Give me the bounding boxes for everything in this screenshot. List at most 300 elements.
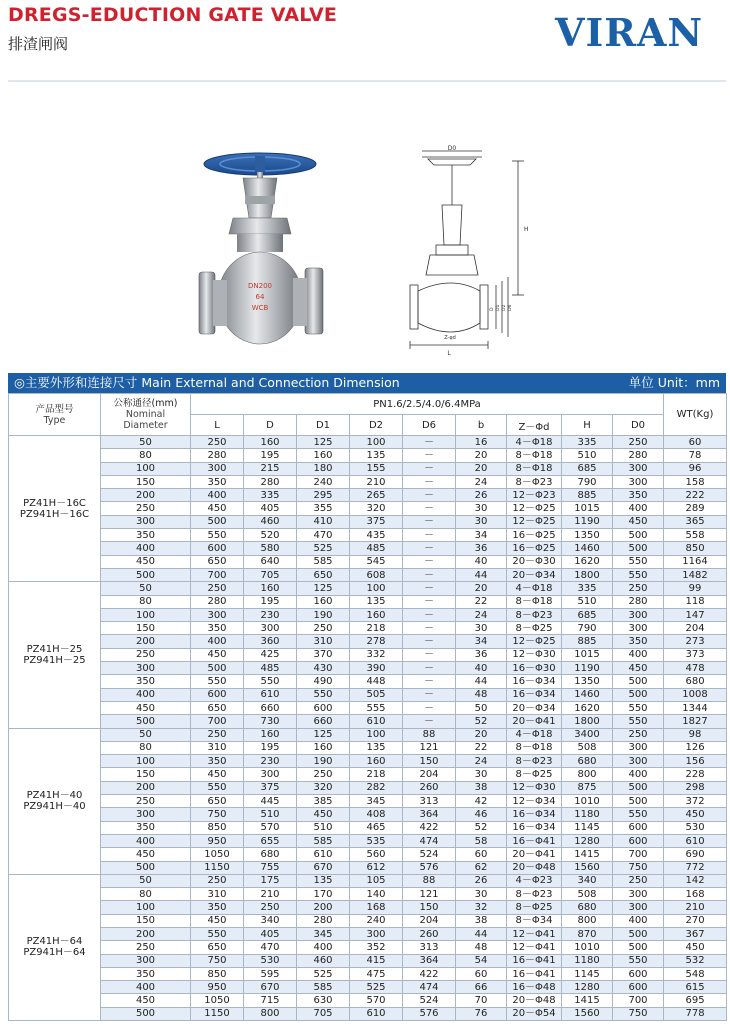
table-cell: 800 (562, 768, 613, 781)
table-cell: 550 (613, 715, 664, 728)
column-header: H (562, 415, 613, 436)
table-row (9, 981, 727, 994)
table-cell: 367 (664, 927, 727, 940)
table-cell: 415 (350, 954, 403, 967)
table-cell: 345 (350, 795, 403, 808)
table-cell: 3400 (562, 728, 613, 741)
table-cell: 570 (244, 821, 297, 834)
table-cell: 585 (297, 834, 350, 847)
table-cell: 100 (350, 582, 403, 595)
table-row (9, 927, 727, 940)
table-cell: 310 (297, 635, 350, 648)
nominal-diameter-cell: 100 (101, 608, 191, 621)
page-title: DREGS-EDUCTION GATE VALVE (8, 4, 338, 26)
nominal-diameter-cell: 500 (101, 715, 191, 728)
table-cell: 778 (664, 1007, 727, 1020)
table-cell: 280 (297, 914, 350, 927)
table-cell: 46 (456, 808, 507, 821)
table-cell: 150 (403, 901, 456, 914)
table-cell: 170 (297, 888, 350, 901)
table-cell: 570 (350, 994, 403, 1007)
table-cell: 20－Φ34 (507, 701, 562, 714)
table-cell: 147 (664, 608, 727, 621)
table-cell: 1050 (191, 848, 244, 861)
table-cell: 548 (664, 967, 727, 980)
drawing-label-d0: D0 (447, 145, 457, 152)
column-header: D1 (297, 415, 350, 436)
table-cell: 576 (403, 1007, 456, 1020)
table-cell: 660 (297, 715, 350, 728)
table-cell: 730 (244, 715, 297, 728)
table-cell: 34 (456, 529, 507, 542)
nominal-diameter-cell: 250 (101, 795, 191, 808)
table-row (9, 821, 727, 834)
type-model-2: PZ941H－16C (19, 508, 90, 520)
table-row (9, 595, 727, 608)
table-cell: 610 (350, 715, 403, 728)
table-title: ◎主要外形和连接尺寸 Main External and Connection Dimension (14, 375, 400, 390)
table-cell: 298 (664, 781, 727, 794)
table-cell: 125 (297, 436, 350, 449)
type-model-1: PZ41H－64 (26, 936, 83, 948)
table-cell: 300 (244, 622, 297, 635)
table-cell: 790 (562, 475, 613, 488)
table-cell: 474 (403, 981, 456, 994)
table-cell: 550 (191, 529, 244, 542)
table-cell: － (403, 515, 456, 528)
table-cell: 470 (244, 941, 297, 954)
table-cell: 400 (613, 768, 664, 781)
table-cell: 640 (244, 555, 297, 568)
table-cell: 96 (664, 462, 727, 475)
table-row (9, 967, 727, 980)
table-cell: 300 (613, 888, 664, 901)
table-cell: 790 (562, 622, 613, 635)
table-cell: 48 (456, 688, 507, 701)
table-cell: 1415 (562, 994, 613, 1007)
table-cell: 550 (613, 568, 664, 581)
table-unit: 单位 Unit：mm (628, 375, 720, 390)
brand-logo: VIRAN (555, 10, 704, 55)
table-cell: 400 (191, 635, 244, 648)
type-cell (9, 728, 101, 874)
nominal-diameter-cell: 250 (101, 502, 191, 515)
table-cell: 355 (297, 502, 350, 515)
table-cell: 365 (664, 515, 727, 528)
table-cell: － (403, 568, 456, 581)
table-cell: 580 (244, 542, 297, 555)
table-cell: 135 (350, 449, 403, 462)
table-cell: 450 (613, 662, 664, 675)
table-row (9, 648, 727, 661)
table-cell: 260 (403, 781, 456, 794)
table-cell: 44 (456, 675, 507, 688)
table-cell: 535 (350, 834, 403, 847)
table-cell: 530 (244, 954, 297, 967)
table-cell: 8－Φ25 (507, 622, 562, 635)
table-cell: 300 (613, 622, 664, 635)
table-cell: 160 (350, 755, 403, 768)
table-cell: 450 (613, 515, 664, 528)
nominal-diameter-cell: 500 (101, 1007, 191, 1020)
table-row (9, 874, 727, 887)
table-cell: 450 (664, 941, 727, 954)
table-cell: 772 (664, 861, 727, 874)
nominal-diameter-cell: 400 (101, 981, 191, 994)
table-cell: 750 (191, 808, 244, 821)
table-cell: 610 (244, 688, 297, 701)
dn-header-cn: 公称通径(mm) (113, 398, 178, 409)
table-cell: 16－Φ34 (507, 808, 562, 821)
table-cell: 352 (350, 941, 403, 954)
table-cell: 390 (350, 662, 403, 675)
nominal-diameter-cell: 450 (101, 848, 191, 861)
table-cell: 60 (456, 848, 507, 861)
table-cell: 576 (403, 861, 456, 874)
nominal-diameter-cell: 250 (101, 941, 191, 954)
nominal-diameter-cell: 100 (101, 901, 191, 914)
photo-marking-size: DN200 (248, 282, 272, 290)
table-cell: 1620 (562, 555, 613, 568)
nominal-diameter-cell: 300 (101, 808, 191, 821)
table-cell: 8－Φ18 (507, 741, 562, 754)
table-row (9, 582, 727, 595)
table-cell: 16－Φ48 (507, 981, 562, 994)
table-cell: 610 (664, 834, 727, 847)
nominal-diameter-cell: 350 (101, 821, 191, 834)
table-cell: 32 (456, 901, 507, 914)
table-cell: 1010 (562, 795, 613, 808)
table-cell: 524 (403, 994, 456, 1007)
table-cell: 1560 (562, 1007, 613, 1020)
table-row (9, 1007, 727, 1020)
table-cell: 875 (562, 781, 613, 794)
valve-photo (185, 148, 335, 358)
table-cell: 350 (191, 622, 244, 635)
table-row (9, 688, 727, 701)
table-cell: 1164 (664, 555, 727, 568)
table-cell: 478 (664, 662, 727, 675)
table-cell: 1620 (562, 701, 613, 714)
table-cell: 20 (456, 728, 507, 741)
table-cell: 750 (613, 861, 664, 874)
table-cell: 12－Φ25 (507, 502, 562, 515)
table-cell: － (403, 436, 456, 449)
table-cell: 695 (664, 994, 727, 1007)
table-cell: 300 (613, 608, 664, 621)
nominal-diameter-cell: 50 (101, 582, 191, 595)
table-cell: 450 (297, 808, 350, 821)
table-cell: 190 (297, 755, 350, 768)
table-cell: 585 (297, 981, 350, 994)
photo-marking-pressure: 64 (255, 293, 265, 301)
table-cell: 168 (350, 901, 403, 914)
table-cell: 204 (403, 768, 456, 781)
table-cell: 670 (244, 981, 297, 994)
table-cell: 700 (191, 568, 244, 581)
table-cell: 705 (297, 1007, 350, 1020)
table-cell: 850 (191, 967, 244, 980)
table-cell: 250 (191, 582, 244, 595)
table-cell: 158 (664, 475, 727, 488)
table-cell: 1015 (562, 502, 613, 515)
table-cell: 500 (613, 927, 664, 940)
table-row (9, 489, 727, 502)
table-cell: 850 (664, 542, 727, 555)
nominal-diameter-cell: 300 (101, 954, 191, 967)
table-cell: 16－Φ30 (507, 662, 562, 675)
table-cell: 24 (456, 755, 507, 768)
drawing-label-d: D (490, 307, 495, 311)
table-cell: 16－Φ41 (507, 834, 562, 847)
table-cell: 465 (350, 821, 403, 834)
table-cell: 250 (613, 874, 664, 887)
column-header: b (456, 415, 507, 436)
table-cell: 8－Φ23 (507, 475, 562, 488)
table-cell: 1460 (562, 542, 613, 555)
table-cell: 4－Φ18 (507, 728, 562, 741)
table-cell: 375 (244, 781, 297, 794)
table-cell: 200 (297, 901, 350, 914)
table-cell: 1015 (562, 648, 613, 661)
table-cell: 560 (350, 848, 403, 861)
table-cell: 364 (403, 808, 456, 821)
table-cell: 30 (456, 888, 507, 901)
table-cell: 650 (191, 555, 244, 568)
nominal-diameter-cell: 350 (101, 529, 191, 542)
table-row (9, 502, 727, 515)
drawing-label-h: H (524, 226, 529, 233)
table-cell: 550 (191, 675, 244, 688)
nominal-diameter-cell: 350 (101, 675, 191, 688)
table-cell: 12－Φ30 (507, 648, 562, 661)
table-cell: 340 (244, 914, 297, 927)
type-header-en: Type (43, 414, 66, 426)
type-header-cn: 产品型号 (35, 403, 74, 415)
table-cell: 142 (664, 874, 727, 887)
table-cell: 30 (456, 768, 507, 781)
table-cell: 600 (613, 834, 664, 847)
table-cell: 600 (191, 688, 244, 701)
table-cell: 510 (562, 595, 613, 608)
table-cell: － (403, 688, 456, 701)
table-cell: 50 (456, 701, 507, 714)
table-cell: 485 (244, 662, 297, 675)
table-row (9, 529, 727, 542)
table-cell: 360 (244, 635, 297, 648)
type-header (9, 394, 101, 436)
table-cell: 1280 (562, 834, 613, 847)
table-cell: 8－Φ18 (507, 462, 562, 475)
nominal-diameter-cell: 450 (101, 994, 191, 1007)
table-cell: 24 (456, 608, 507, 621)
table-cell: 160 (297, 449, 350, 462)
table-cell: 1560 (562, 861, 613, 874)
table-cell: 350 (191, 901, 244, 914)
table-cell: 300 (613, 741, 664, 754)
column-header: D0 (613, 415, 664, 436)
table-cell: 150 (403, 755, 456, 768)
table-cell: 22 (456, 595, 507, 608)
table-cell: 204 (403, 914, 456, 927)
table-cell: 680 (562, 755, 613, 768)
nominal-diameter-cell: 200 (101, 635, 191, 648)
table-row (9, 449, 727, 462)
table-cell: 755 (244, 861, 297, 874)
table-cell: 800 (244, 1007, 297, 1020)
table-cell: 60 (664, 436, 727, 449)
table-cell: 125 (297, 582, 350, 595)
table-cell: 1827 (664, 715, 727, 728)
nominal-diameter-cell: 200 (101, 781, 191, 794)
table-cell: 1150 (191, 1007, 244, 1020)
table-cell: 30 (456, 502, 507, 515)
table-cell: 595 (244, 967, 297, 980)
table-cell: 885 (562, 635, 613, 648)
table-cell: 340 (562, 874, 613, 887)
table-cell: 100 (350, 436, 403, 449)
table-cell: 160 (244, 436, 297, 449)
nominal-diameter-cell: 200 (101, 489, 191, 502)
table-cell: 156 (664, 755, 727, 768)
type-model-1: PZ41H－16C (23, 497, 86, 509)
table-cell: － (403, 542, 456, 555)
table-cell: 680 (562, 901, 613, 914)
table-cell: 422 (403, 821, 456, 834)
table-cell: 60 (456, 967, 507, 980)
table-cell: 20 (456, 449, 507, 462)
table-cell: 100 (350, 728, 403, 741)
table-cell: 260 (403, 927, 456, 940)
photo-marking-material: WCB (251, 304, 269, 312)
table-cell: 500 (191, 662, 244, 675)
table-cell: 550 (613, 808, 664, 821)
table-cell: 1800 (562, 715, 613, 728)
table-cell: － (403, 715, 456, 728)
table-cell: 280 (244, 475, 297, 488)
table-cell: 750 (191, 954, 244, 967)
table-cell: 474 (403, 834, 456, 847)
table-row (9, 675, 727, 688)
table-cell: 510 (244, 808, 297, 821)
table-cell: 600 (613, 821, 664, 834)
nominal-diameter-cell: 80 (101, 449, 191, 462)
table-row (9, 781, 727, 794)
table-cell: 240 (350, 914, 403, 927)
column-header: D2 (350, 415, 403, 436)
table-cell: 715 (244, 994, 297, 1007)
table-cell: 44 (456, 927, 507, 940)
table-cell: 500 (613, 688, 664, 701)
table-cell: 530 (664, 821, 727, 834)
table-cell: 500 (613, 941, 664, 954)
table-cell: 510 (297, 821, 350, 834)
nominal-diameter-cell: 450 (101, 555, 191, 568)
table-cell: 690 (664, 848, 727, 861)
table-cell: 265 (350, 489, 403, 502)
table-cell: 1180 (562, 808, 613, 821)
table-cell: 210 (664, 901, 727, 914)
table-cell: － (403, 529, 456, 542)
table-cell: 40 (456, 662, 507, 675)
table-cell: 470 (297, 529, 350, 542)
table-cell: 70 (456, 994, 507, 1007)
dn-header-en-1: Nominal (125, 409, 166, 420)
nominal-diameter-cell: 150 (101, 914, 191, 927)
table-cell: 445 (244, 795, 297, 808)
nominal-diameter-cell: 350 (101, 967, 191, 980)
table-cell: 500 (613, 781, 664, 794)
drawing-label-d1: D1 (496, 304, 501, 311)
table-cell: 36 (456, 542, 507, 555)
table-cell: 12－Φ41 (507, 927, 562, 940)
table-cell: 16 (456, 436, 507, 449)
table-cell: 210 (350, 475, 403, 488)
table-row (9, 555, 727, 568)
table-cell: 52 (456, 715, 507, 728)
table-cell: 475 (350, 967, 403, 980)
table-cell: 310 (191, 741, 244, 754)
table-cell: 4－Φ23 (507, 874, 562, 887)
table-cell: 1190 (562, 662, 613, 675)
table-cell: 105 (350, 874, 403, 887)
table-cell: 12－Φ41 (507, 941, 562, 954)
table-cell: 313 (403, 941, 456, 954)
table-cell: 8－Φ23 (507, 888, 562, 901)
table-cell: 118 (664, 595, 727, 608)
table-cell: 555 (350, 701, 403, 714)
drawing-label-d6: D6 (508, 304, 513, 311)
table-cell: 650 (191, 941, 244, 954)
table-cell: － (403, 555, 456, 568)
table-cell: 313 (403, 795, 456, 808)
table-cell: 700 (613, 994, 664, 1007)
table-cell: 612 (350, 861, 403, 874)
table-cell: 168 (664, 888, 727, 901)
table-cell: 885 (562, 489, 613, 502)
table-cell: 180 (297, 462, 350, 475)
table-cell: 550 (613, 701, 664, 714)
table-cell: 705 (244, 568, 297, 581)
table-row (9, 635, 727, 648)
table-row (9, 914, 727, 927)
table-cell: 400 (613, 914, 664, 927)
table-cell: 550 (613, 555, 664, 568)
table-cell: 125 (297, 728, 350, 741)
table-cell: 121 (403, 888, 456, 901)
table-cell: － (403, 462, 456, 475)
table-row (9, 755, 727, 768)
table-cell: 405 (244, 927, 297, 940)
nominal-diameter-cell: 300 (101, 662, 191, 675)
table-cell: 8－Φ18 (507, 595, 562, 608)
table-cell: 20－Φ30 (507, 555, 562, 568)
table-cell: 400 (613, 502, 664, 515)
table-cell: 190 (297, 608, 350, 621)
table-cell: 320 (297, 781, 350, 794)
table-cell: 1482 (664, 568, 727, 581)
nominal-diameter-cell: 80 (101, 741, 191, 754)
table-cell: 300 (613, 755, 664, 768)
table-cell: 135 (350, 741, 403, 754)
table-cell: 550 (191, 927, 244, 940)
table-cell: 16－Φ34 (507, 688, 562, 701)
table-cell: 48 (456, 941, 507, 954)
table-cell: 320 (350, 502, 403, 515)
table-cell: 12－Φ25 (507, 515, 562, 528)
table-cell: 16－Φ41 (507, 954, 562, 967)
table-cell: 1008 (664, 688, 727, 701)
